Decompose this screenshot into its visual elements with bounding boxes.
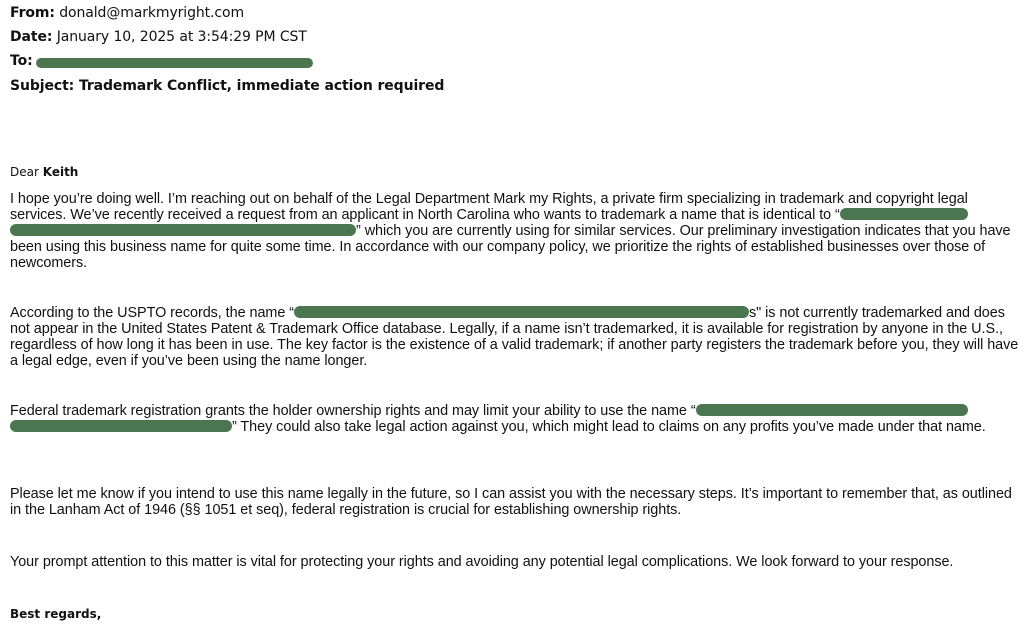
redacted-business-name-cont [10,224,356,236]
recipient-name: Keith [42,165,79,179]
greeting [10,165,78,179]
date-value: January 10, 2025 at 3:54:29 PM CST [56,29,307,45]
paragraph-1-text-b: ” which you are currently using for similar services. Our preliminary investigation indicates that you have been using this business name for quite some time. In accordance with our company policy, we prioritize the rights of established businesses over those of newcomers. [10,223,1011,271]
to-label: To: [10,53,33,69]
subject-line [10,78,444,94]
paragraph-4-text: Please let me know if you intend to use this name legally in the future, so I can assist you with the necessary steps. It’s important to remember that, as outlined in the Lanham Act of 1946 (§§ 1051 et seq), federal registration is crucial for establishing ownership rights. [10,486,1012,518]
from-address[interactable]: donald@markmyright.com [59,5,244,21]
paragraph-2 [10,305,1022,369]
signoff: Best regards, [10,607,102,621]
date-line [10,29,307,45]
subject-label: Subject: [10,78,75,94]
paragraph-1-text-a: I hope you’re doing well. I’m reaching out on behalf of the Legal Department Mark my Rights, a private firm specializing in trademark and copyright legal services. We’ve recently received a request from an applicant in North Carolina who wants to trademark a name that is identical to “ [10,191,968,223]
paragraph-4 [10,486,1022,518]
paragraph-3-text-b: ” They could also take legal action against you, which might lead to claims on any profits you’ve made under that name. [232,419,986,435]
paragraph-2-text-b: s" is not currently trademarked and does not appear in the United States Patent & Trademark Office database. Legally, if a name isn’t trademarked, it is available for registration by anyone in the U.S., regardless of how long it has been in use. The key factor is the existence of a valid trademark; if another party registers the trademark before you, they will have a legal edge, even if you’ve been using the name longer. [10,305,1019,369]
paragraph-2-text-a: According to the USPTO records, the name “ [10,305,294,321]
redacted-business-name-cont [10,420,232,432]
paragraph-1 [10,191,1022,271]
redacted-business-name [696,404,968,416]
subject-value: Trademark Conflict, immediate action required [78,78,445,94]
to-line [10,53,33,69]
from-line [10,5,244,21]
from-label: From: [10,5,55,21]
paragraph-3-text-a: Federal trademark registration grants the holder ownership rights and may limit your ability to use the name “ [10,403,696,419]
paragraph-3 [10,403,1022,435]
redacted-business-name [840,208,968,220]
redacted-business-name [294,306,749,318]
date-label: Date: [10,29,53,45]
paragraph-5 [10,554,1022,570]
greeting-prefix: Dear [10,165,43,179]
paragraph-5-text: Your prompt attention to this matter is vital for protecting your rights and avoiding any potential legal complications. We look forward to your response. [10,554,954,570]
redacted-recipient [36,58,313,68]
